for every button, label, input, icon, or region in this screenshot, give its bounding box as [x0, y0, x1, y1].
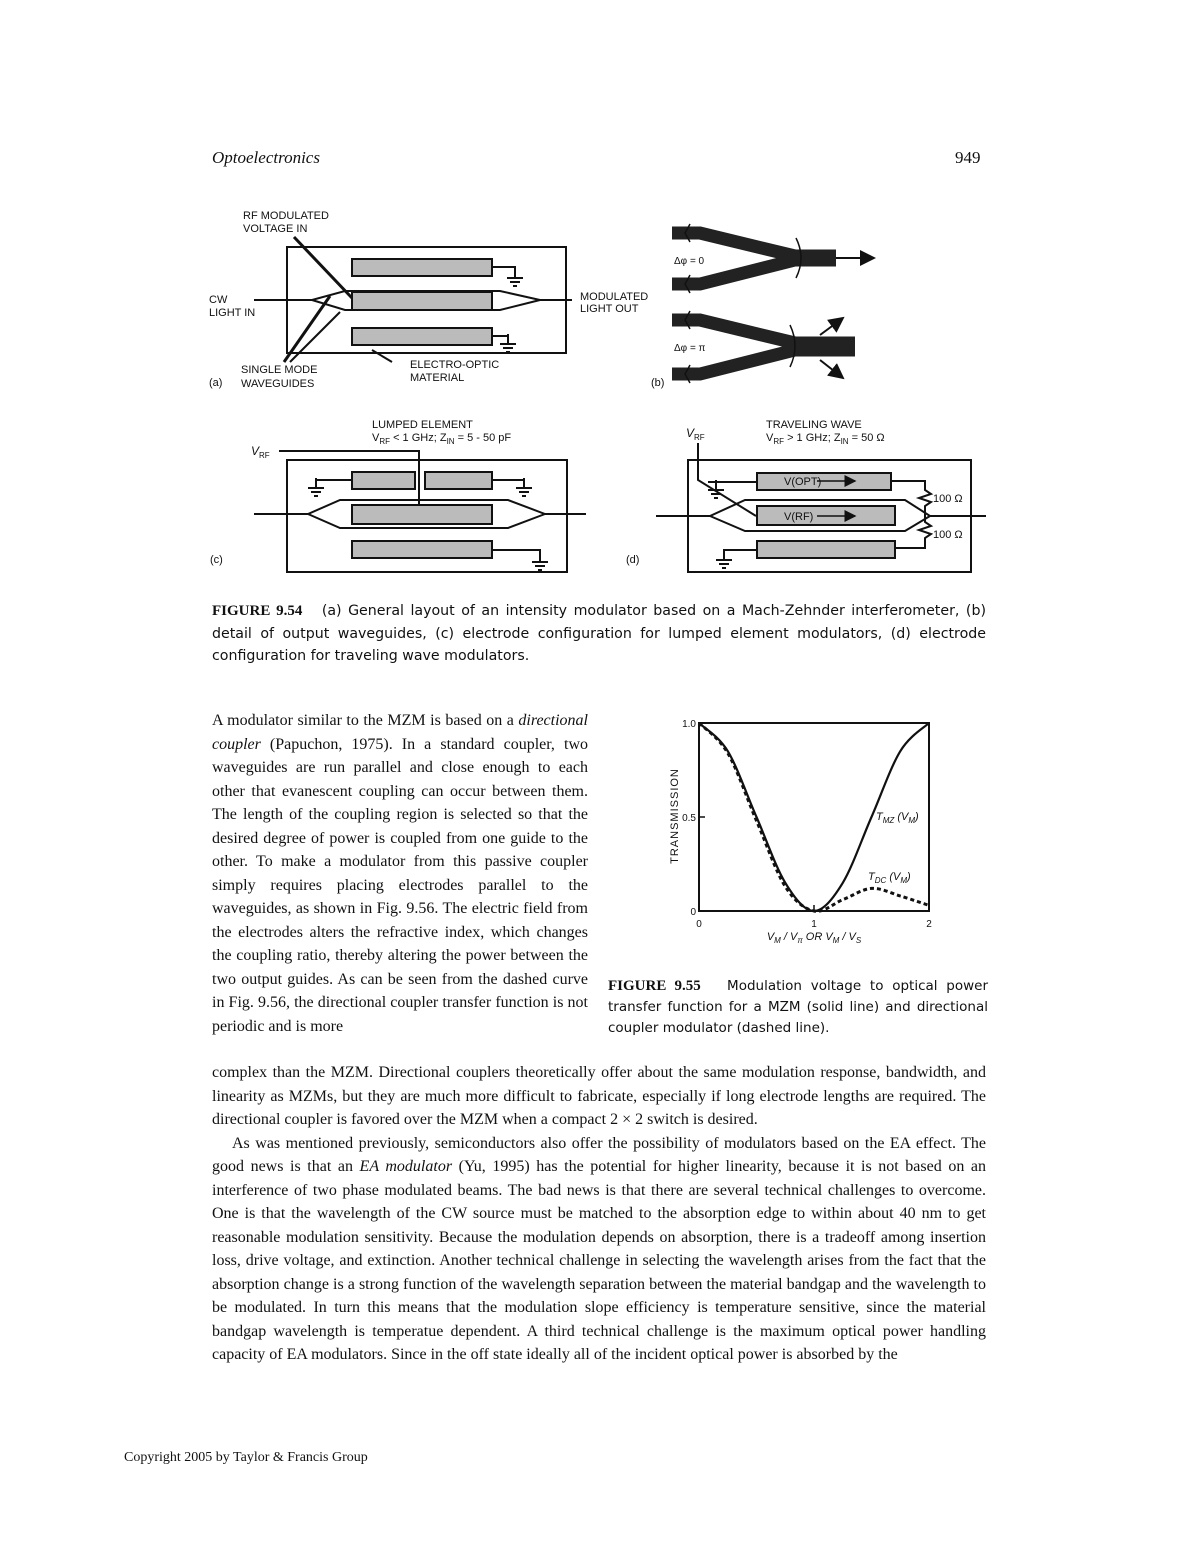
p2-em: EA modulator [359, 1158, 453, 1175]
label-out-2: LIGHT OUT [580, 303, 639, 315]
panel-c-label: (c) [210, 554, 223, 566]
panel-d [626, 419, 986, 572]
label-eo-1: ELECTRO-OPTIC [410, 359, 500, 371]
label-phase-pi: Δφ = π [674, 343, 706, 354]
label-r1: 100 Ω [933, 493, 963, 505]
page-number: 949 [955, 148, 981, 167]
col-p1-em: directional coupler [212, 712, 588, 753]
panel-d-label: (d) [626, 554, 640, 566]
x-tick-label: 0 [696, 919, 702, 930]
label-vrf-c: $V_{RF}$ [251, 444, 270, 460]
label-sm-2: WAVEGUIDES [241, 378, 315, 390]
copyright-footer: Copyright 2005 by Taylor & Francis Group [124, 1450, 368, 1465]
panel-b [651, 224, 874, 389]
panel-a-label: (a) [209, 377, 223, 389]
y-axis-label: TRANSMISSION [669, 768, 681, 864]
col-p1-a: A modulator similar to the MZM is based on a [212, 712, 519, 729]
label-sm-1: SINGLE MODE [241, 364, 318, 376]
label-rf-in-1: RF MODULATED [243, 210, 329, 222]
p2-a: As was mentioned previously, semiconductors also offer the possibility of modulators based on the EA effect. The good news is that an [212, 1134, 986, 1175]
label-phase-0: Δφ = 0 [674, 256, 705, 267]
y-tick-label: 0 [690, 907, 696, 918]
y-tick-label: 1.0 [682, 719, 696, 730]
p2-b: (Yu, 1995) has the potential for higher linearity, because it is not based on an interference of two phase modulated beams. The bad news is that there are several technical challenges to overcome. One is that the wavelength of the CW source must be matched to the absorption edge to within about 40 nm to get reasonable modulation sensitivity. Because the modulation depends on absorption, there is a tradeoff among insertion loss, drive voltage, and extinction. Another technical challenge in selecting the wavelength arises from the fact that the absorption change is a strong function of the wavelength separation between the material bandgap and the wavelength to be modulated. In turn this means that the modulation slope efficiency is temperature sensitive, since the material bandgap wavelength is temperatue dependent. A third technical challenge is the maximum optical power handling capacity of EA modulators. Since in the off state ideally all of the incident optical power is absorbed by the [212, 1158, 986, 1363]
figure-9-54 [0, 0, 1200, 600]
col-p1-b: (Papuchon, 1975). In a standard coupler, two waveguides are run parallel and close enough to each other that evanescent coupling can occur between them. The length of the coupling region is selected so that the desired degree of power is coupled from one guide to the other. To make a modulator from this passive coupler simply requires placing electrodes parallel to the waveguides, as shown in Fig. 9.56. The electric field from the electrodes alters the refractive index, which changes the coupling ratio, thereby altering the power between the two output guides. As can be seen from the dashed curve in Fig. 9.56, the directional coupler transfer function is not periodic and is more [212, 735, 588, 1035]
panel-b-label: (b) [651, 377, 665, 389]
x-tick-label: 1 [811, 919, 817, 930]
label-v-opt: V(OPT) [784, 476, 822, 488]
panel-c [210, 419, 586, 572]
body-column-text [212, 709, 588, 1038]
label-out-1: MODULATED [580, 291, 649, 303]
figure-9-54-caption [212, 600, 986, 668]
label-cw-2: LIGHT IN [209, 307, 256, 319]
figure-9-54-caption-text: (a) General layout of an intensity modulator based on a Mach-Zehnder interferometer, (b) detail of output waveguides, (c) electrode configuration for lumped element modulators, (d) electrode configuration for traveling wave modulators. [212, 603, 987, 664]
label-traveling-title: TRAVELING WAVE [766, 419, 862, 431]
label-traveling-spec: $V_{RF} > 1$ GHz; $Z_{IN} = 50$ Ω [766, 432, 885, 446]
label-rf-in-2: VOLTAGE IN [243, 223, 308, 235]
label-v-rf: V(RF) [784, 511, 814, 523]
running-title: Optoelectronics [212, 148, 320, 167]
figure-9-55-caption-label: FIGURE 9.55 [608, 978, 701, 994]
label-r2: 100 Ω [933, 529, 963, 541]
legend-dc: $T_{DC}$ $(V_M)$ [868, 871, 911, 885]
x-axis-label: $V_M / V_\pi$ OR $V_M / V_S$ [766, 931, 862, 945]
y-tick-label: 0.5 [682, 813, 696, 824]
legend-mzm: $T_{MZ}$ $(V_M)$ [876, 811, 919, 825]
label-lumped-title: LUMPED ELEMENT [372, 419, 473, 431]
figure-9-55-caption [608, 976, 988, 1039]
body-full-text [212, 1061, 986, 1367]
figure-9-55-chart [640, 700, 1000, 960]
x-tick-label: 2 [926, 919, 932, 930]
label-lumped-spec: $V_{RF} < 1$ GHz; $Z_{IN} = 5 - 50$ pF [372, 432, 512, 446]
label-vrf-d: $V_{RF}$ [686, 426, 705, 442]
paragraph-1: complex than the MZM. Directional couplers theoretically offer about the same modulation response, bandwidth, and linearity as MZMs, but they are much more difficult to fabricate, especially if long electrode lengths are required. The directional coupler is favored over the MZM when a compact 2 × 2 switch is desired. [212, 1064, 986, 1128]
figure-9-54-caption-label: FIGURE 9.54 [212, 603, 303, 619]
figure-9-55-caption-text: Modulation voltage to optical power transfer function for a MZM (solid line) and directional coupler modulator (dashed line). [608, 978, 988, 1036]
label-cw-1: CW [209, 294, 228, 306]
paragraph-2 [212, 1132, 986, 1367]
label-eo-2: MATERIAL [410, 372, 465, 384]
panel-a [209, 210, 648, 390]
